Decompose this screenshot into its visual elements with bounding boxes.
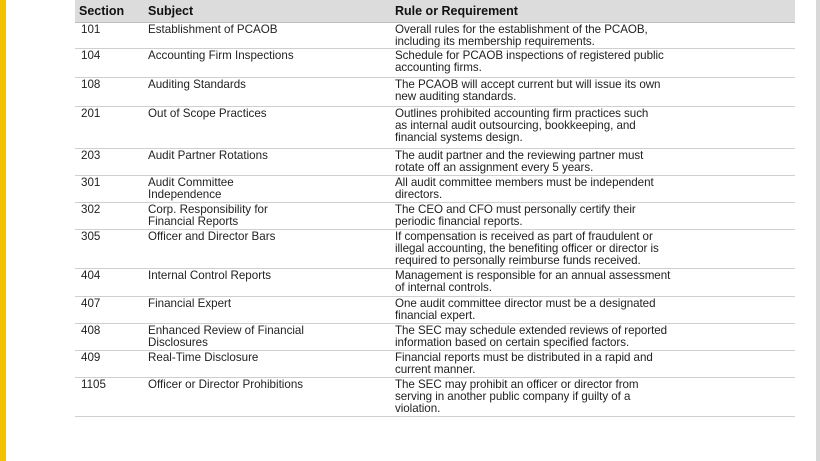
rule-cell: The audit partner and the reviewing partner must rotate off an assignment every 5 years. [395,149,644,175]
rule-cell: One audit committee director must be a designated financial expert. [395,297,656,323]
table-row [75,351,795,378]
section-number: 305 [81,230,101,243]
section-number: 203 [81,149,101,162]
section-number: 104 [81,49,101,62]
table-row [75,230,795,269]
table-row [75,324,795,351]
table-row [75,149,795,176]
rule-cell: The SEC may schedule extended reviews of reported information based on certain specified factors. [395,324,668,350]
section-number: 302 [81,203,101,216]
subject-cell: Audit Partner Rotations [148,149,268,162]
table-row [75,23,795,49]
subject-cell: Corp. Responsibility for Financial Reports [148,203,268,229]
rule-cell: Outlines prohibited accounting firm practices such as internal audit outsourcing, bookkeeping, and financial systems design. [395,107,649,145]
section-number: 1105 [81,378,106,391]
rule-cell: Management is responsible for an annual assessment of internal controls. [395,269,671,295]
subject-cell: Financial Expert [148,297,232,310]
section-number: 407 [81,297,101,310]
subject-cell: Officer and Director Bars [148,230,276,243]
rule-cell: If compensation is received as part of fraudulent or illegal accounting, the benefiting officer or director is required to personally reimburse funds received. [395,230,659,268]
section-number: 409 [81,351,101,364]
subject-cell: Out of Scope Practices [148,107,267,120]
header-section: Section [79,4,125,18]
rule-cell: Financial reports must be distributed in a rapid and current manner. [395,351,653,377]
section-number: 101 [81,23,101,36]
right-edge-shadow [816,0,820,461]
table-row [75,269,795,297]
table-row [75,203,795,230]
rule-cell: The CEO and CFO must personally certify their periodic financial reports. [395,203,636,229]
rule-cell: The SEC may prohibit an officer or director from serving in another public company if guilty of a violation. [395,378,639,416]
subject-cell: Auditing Standards [148,78,246,91]
sox-sections-table [75,0,795,417]
rule-cell: Schedule for PCAOB inspections of registered public accounting firms. [395,49,664,75]
table-row [75,107,795,149]
header-rule: Rule or Requirement [395,4,518,18]
subject-cell: Internal Control Reports [148,269,272,282]
left-accent-bar [0,0,6,461]
table-row [75,378,795,417]
rule-cell: All audit committee members must be independent directors. [395,176,654,202]
rule-cell: Overall rules for the establishment of the PCAOB, including its membership requirements. [395,23,648,49]
table-row [75,297,795,324]
table-header [75,0,795,23]
section-number: 301 [81,176,101,189]
section-number: 201 [81,107,101,120]
subject-cell: Accounting Firm Inspections [148,49,294,62]
subject-cell: Establishment of PCAOB [148,23,278,36]
table-row [75,49,795,78]
subject-cell: Enhanced Review of Financial Disclosures [148,324,304,350]
rule-cell: The PCAOB will accept current but will issue its own new auditing standards. [395,78,661,104]
table-row [75,176,795,203]
subject-cell: Audit Committee Independence [148,176,234,202]
section-number: 108 [81,78,101,91]
section-number: 408 [81,324,101,337]
subject-cell: Real-Time Disclosure [148,351,259,364]
table-row [75,78,795,107]
section-number: 404 [81,269,101,282]
subject-cell: Officer or Director Prohibitions [148,378,304,391]
header-subject: Subject [148,4,194,18]
